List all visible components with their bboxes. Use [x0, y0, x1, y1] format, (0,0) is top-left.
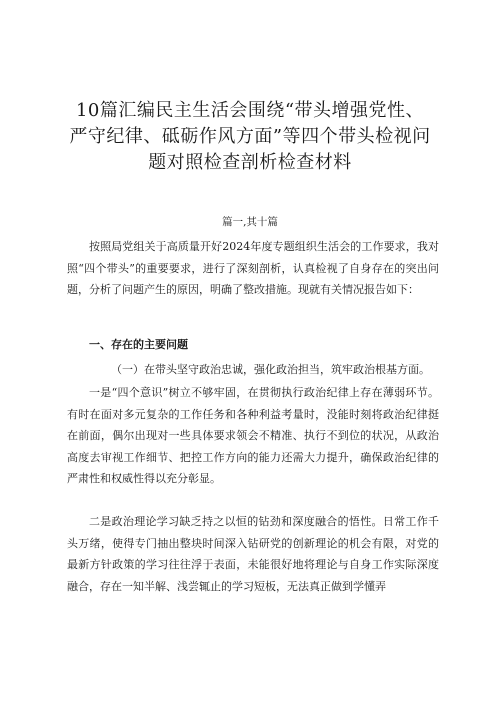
title-line-1: 10篇汇编民主生活会围绕“带头增强党性、 [75, 100, 425, 122]
document-subtitle: 篇一,其十篇 [222, 216, 278, 228]
intro-paragraph: 按照局党组关于高质量开好2024年度专题组织生活会的工作要求，我对照“四个带头”的重要要求，进行了深刻剖析，认真检视了自身存在的突出问题，分析了问题产生的原因，明确了整改措施。现就有关情况报告如下： [67, 240, 439, 296]
document-title [60, 98, 440, 176]
body-paragraph-2: 二是政治理论学习缺乏持之以恒的钻劲和深度融合的悟性。日常工作千头万绪，使得专门抽出整块时间深入钻研党的创新理论的机会有限，对党的最新方针政策的学习往往浮于表面，未能很好地将理论与自身工作实际深度融合，存在一知半解、浅尝辄止的学习短板，无法真正做到学懂弄 [67, 515, 439, 593]
section-heading-1: 一、存在的主要问题 [89, 338, 188, 351]
title-line-2: 严守纪律、砥砺作风方面”等四个带头检视问 [69, 126, 431, 148]
title-line-3: 题对照检查剖析检查材料 [148, 152, 352, 174]
body-paragraph-1: 一是“四个意识”树立不够牢固，在贯彻执行政治纪律上存在薄弱环节。有时在面对多元复杂的工作任务和各种利益考量时，没能时刻将政治纪律挺在前面，偶尔出现对一些具体要求领会不精准、执行不到位的状况，从政治高度去审视工作细节、把控工作方向的能力还需大力提升，确保政治纪律的严肃性和权威性得以充分彰显。 [67, 386, 439, 485]
subsection-heading-1: （一）在带头坚守政治忠诚，强化政治担当，筑牢政治根基方面。 [111, 363, 430, 376]
